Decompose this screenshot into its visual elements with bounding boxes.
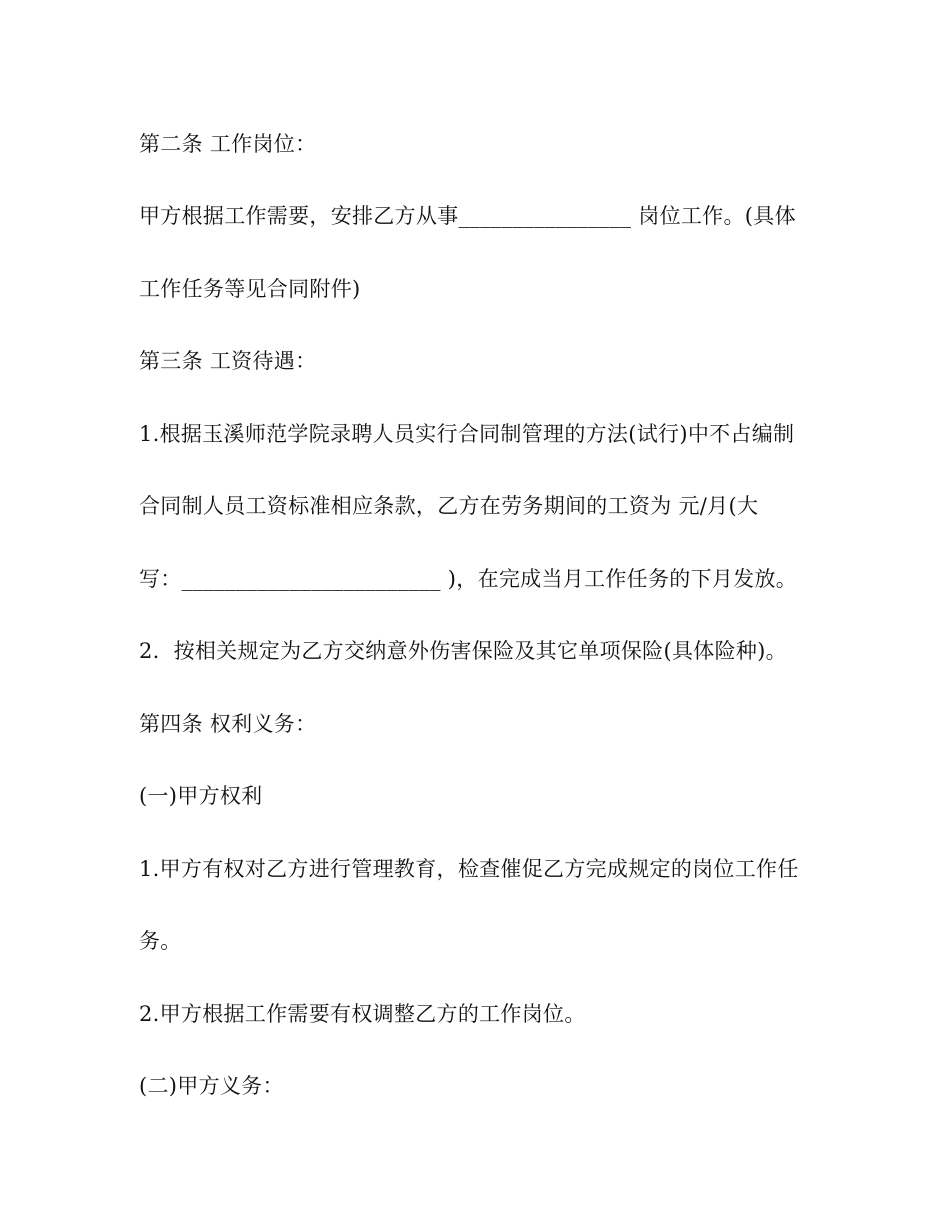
text-line-position-assignment-cont: 工作任务等见合同附件) bbox=[139, 277, 361, 301]
text-line-article-2-heading: 第二条 工作岗位： bbox=[139, 132, 317, 156]
text-line-party-a-rights-1: 1.甲方有权对乙方进行管理教育，检查催促乙方完成规定的岗位工作任 bbox=[139, 857, 799, 881]
text-line-article-4-heading: 第四条 权利义务： bbox=[139, 712, 317, 736]
text-line-party-a-rights-1-cont: 务。 bbox=[139, 929, 182, 953]
text-line-salary-3: 写：________________________ )，在完成当月工作任务的下月发放。 bbox=[139, 567, 798, 591]
text-line-party-a-rights-2: 2.甲方根据工作需要有权调整乙方的工作岗位。 bbox=[139, 1002, 586, 1026]
text-line-salary-2: 合同制人员工资标准相应条款，乙方在劳务期间的工资为 元/月(大 bbox=[139, 494, 759, 518]
text-line-salary-1: 1.根据玉溪师范学院录聘人员实行合同制管理的方法(试行)中不占编制 bbox=[139, 422, 795, 446]
text-line-article-3-heading: 第三条 工资待遇： bbox=[139, 349, 317, 373]
text-line-position-assignment: 甲方根据工作需要，安排乙方从事________________ 岗位工作。(具体 bbox=[139, 204, 796, 228]
text-line-insurance: 2. 按相关规定为乙方交纳意外伤害保险及其它单项保险(具体险种)。 bbox=[139, 639, 787, 663]
text-line-party-a-rights-heading: (一)甲方权利 bbox=[139, 784, 263, 808]
text-line-party-a-duties-heading: (二)甲方义务： bbox=[139, 1074, 284, 1098]
